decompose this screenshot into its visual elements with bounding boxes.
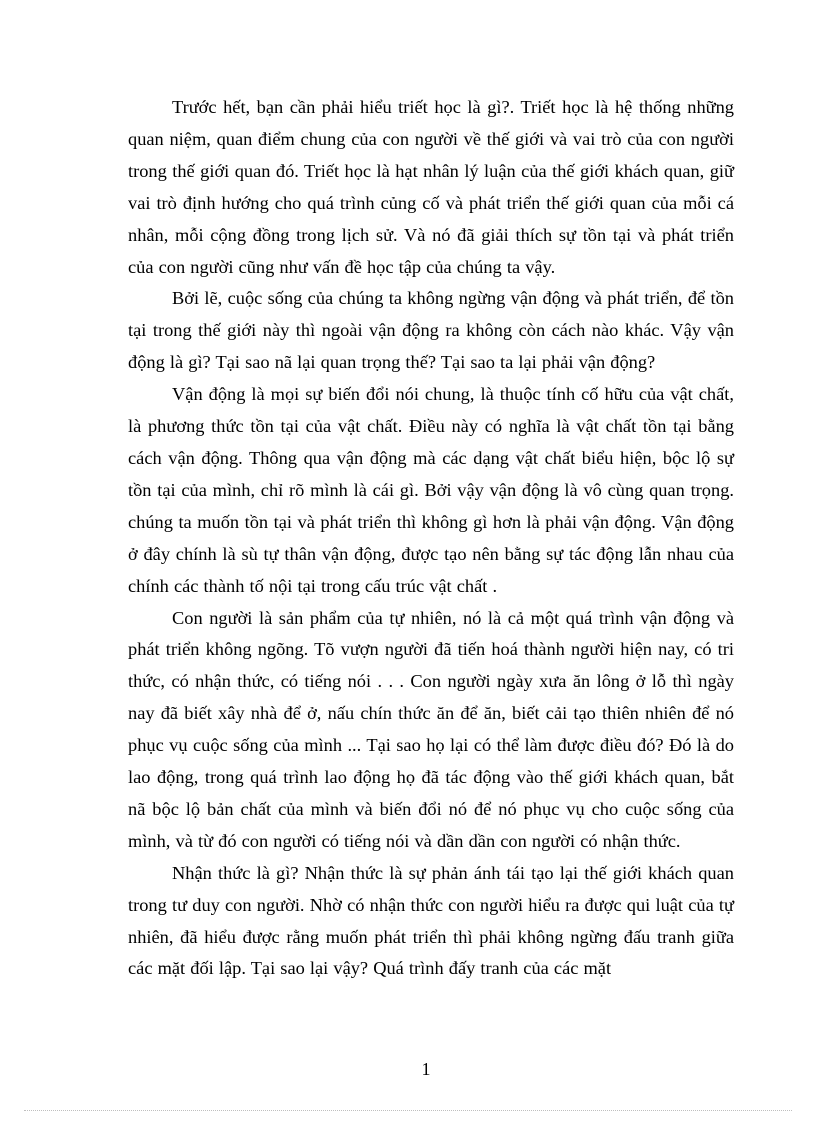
paragraph-motion-definition: Vận động là mọi sự biến đổi nói chung, là thuộc tính cố hữu của vật chất, là phương thức tồn tại của vật chất. Điều này có nghĩa là vật chất tồn tại bằng cách vận động. Thông qua vận động mà các dạng vật chất biểu hiện, bộc lộ sự tồn tại của mình, chỉ rõ mình là cái gì. Bởi vậy vận động là vô cùng quan trọng. chúng ta muốn tồn tại và phát triển thì không gì hơn là phải vận động. Vận động ở đây chính là sù tự thân vận động, được tạo nên bằng sự tác động lẫn nhau của chính các thành tố nội tại trong cấu trúc vật chất . (128, 384, 734, 596)
body-text (128, 92, 734, 985)
paragraph-cognition: Nhận thức là gì? Nhận thức là sự phản ánh tái tạo lại thế giới khách quan trong tư duy con người. Nhờ có nhận thức con người hiểu ra được qui luật của tự nhiên, đã hiểu được rằng muốn phát triển thì phải không ngừng đấu tranh giữa các mặt đối lập. Tại sao lại vậy? Quá trình đấy tranh của các mặt (128, 862, 734, 979)
footer-dotted-rule (24, 1110, 792, 1111)
paragraph-motion-question: Bởi lẽ, cuộc sống của chúng ta không ngừng vận động và phát triển, để tồn tại trong thế giới này thì ngoài vận động ra không còn cách nào khác. Vậy vận động là gì? Tại sao nã lại quan trọng thế? Tại sao ta lại phải vận động? (128, 288, 734, 373)
paragraph-philosophy: Trước hết, bạn cần phải hiểu triết học là gì?. Triết học là hệ thống những quan niệm, quan điểm chung của con người về thế giới và vai trò của con người trong thế giới quan đó. Triết học là hạt nhân lý luận của thế giới khách quan, giữ vai trò định hướng cho quá trình củng cố và phát triển thế giới quan của mỗi cá nhân, mỗi cộng đồng trong lịch sử. Và nó đã giải thích sự tồn tại và phát triển của con người cũng như vấn đề học tập của chúng ta vậy. (128, 97, 734, 277)
paragraph-human-evolution: Con người là sản phẩm của tự nhiên, nó là cả một quá trình vận động và phát triển không ngõng. Tõ vượn người đã tiến hoá thành người hiện nay, có tri thức, có nhận thức, có tiếng nói . . . Con người ngày xưa ăn lông ở lỗ thì ngày nay đã biết xây nhà để ở, nấu chín thức ăn để ăn, biết cải tạo thiên nhiên để nó phục vụ cuộc sống của mình ... Tại sao họ lại có thể làm được điều đó? Đó là do lao động, trong quá trình lao động họ đã tác động vào thế giới khách quan, bắt nã bộc lộ bản chất của mình và biến đổi nó để nó phục vụ cho cuộc sống của mình, và từ đó con người có tiếng nói và dần dần con người có nhận thức. (128, 607, 734, 851)
page-number: 1 (421, 1059, 431, 1079)
